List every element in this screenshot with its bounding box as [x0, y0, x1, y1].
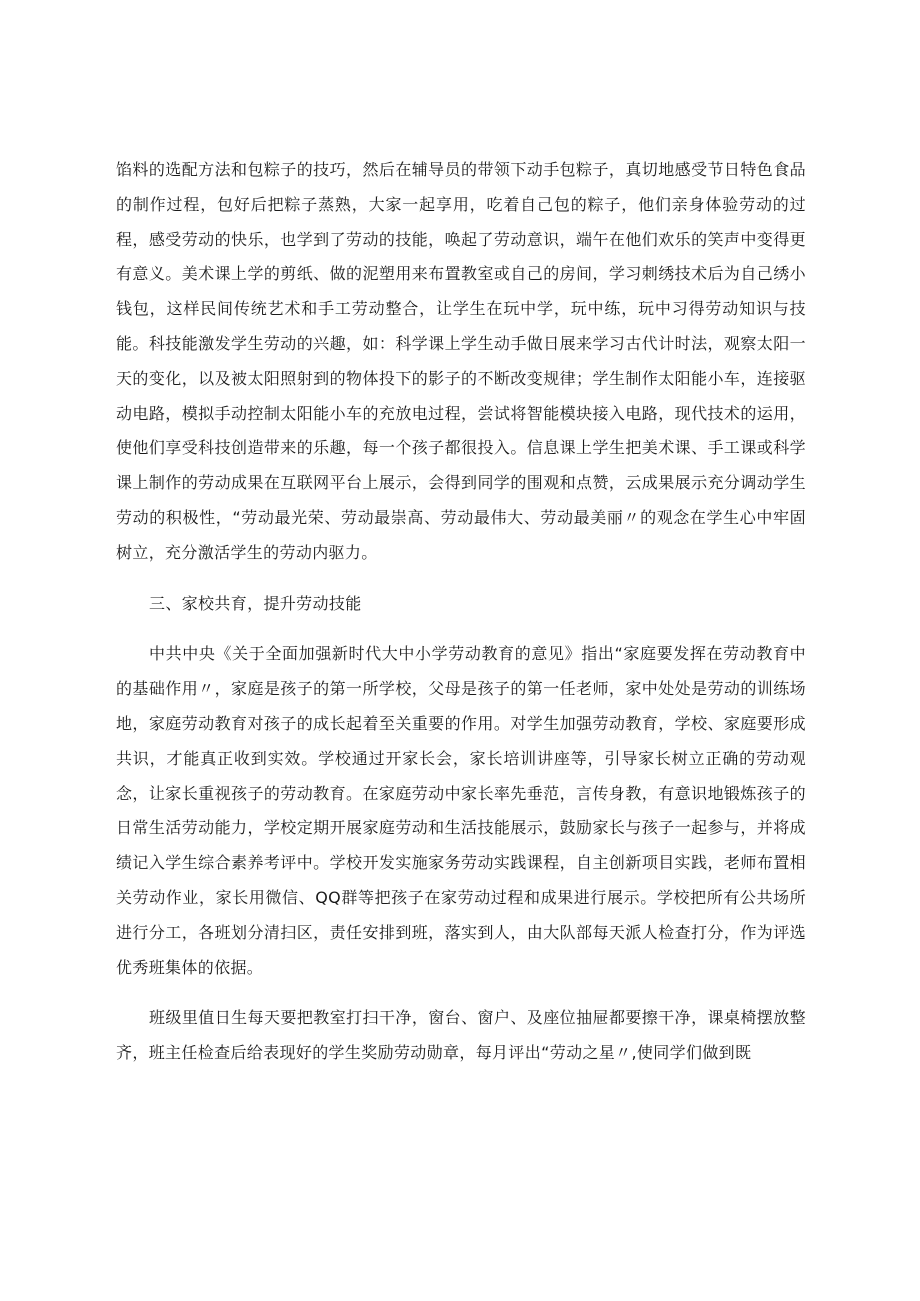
- body-paragraph-1: 馅料的选配方法和包粽子的技巧，然后在辅导员的带领下动手包粽子，真切地感受节日特色食品的制作过程，包好后把粽子蒸熟，大家一起享用，吃着自己包的粽子，他们亲身体验劳动的过程，感受劳动的快乐，也学到了劳动的技能，唤起了劳动意识，端午在他们欢乐的笑声中变得更有意义。美术课上学的剪纸、做的泥塑用来布置教室或自己的房间，学习刺绣技术后为自己绣小钱包，这样民间传统艺术和手工劳动整合，让学生在玩中学，玩中练，玩中习得劳动知识与技能。科技能激发学生劳动的兴趣，如：科学课上学生动手做日展来学习古代计时法，观察太阳一天的变化，以及被太阳照射到的物体投下的影子的不断改变规律；学生制作太阳能小车，连接驱动电路，模拟手动控制太阳能小车的充放电过程，尝试将智能模块接入电路，现代技术的运用，使他们享受科技创造带来的乐趣，每一个孩子都很投入。信息课上学生把美术课、手工课或科学课上制作的劳动成果在互联网平台上展示，会得到同学的围观和点赞，云成果展示充分调动学生劳动的积极性，“劳动最光荣、劳动最崇高、劳动最伟大、劳动最美丽〃的观念在学生心中牢固树立，充分激活学生的劳动内驱力。: [116, 160, 806, 562]
- body-paragraph-3: 班级里值日生每天要把教室打扫干净，窗台、窗户、及座位抽屉都要擦干净，课桌椅摆放整齐，班主任检查后给表现好的学生奖励劳动勋章，每月评出“劳动之星〃,使同学们做到既: [116, 1008, 806, 1063]
- section-heading-3: 三、家校共育，提升劳动技能: [149, 593, 362, 613]
- document-body: [116, 153, 806, 1071]
- body-paragraph-2: 中共中央《关于全面加强新时代大中小学劳动教育的意见》指出“家庭要发挥在劳动教育中的基础作用〃，家庭是孩子的第一所学校，父母是孩子的第一任老师，家中处处是劳动的训练场地，家庭劳动教育对孩子的成长起着至关重要的作用。对学生加强劳动教育，学校、家庭要形成共识，才能真正收到实效。学校通过开家长会，家长培训讲座等，引导家长树立正确的劳动观念，让家长重视孩子的劳动教育。在家庭劳动中家长率先垂范，言传身教，有意识地锻炼孩子的日常生活劳动能力，学校定期开展家庭劳动和生活技能展示，鼓励家长与孩子一起参与，并将成绩记入学生综合素养考评中。学校开发实施家务劳动实践课程，自主创新项目实践，老师布置相关劳动作业，家长用微信、QQ群等把孩子在家劳动过程和成果进行展示。学校把所有公共场所进行分工，各班划分清扫区，责任安排到班，落实到人，由大队部每天派人检查打分，作为评选优秀班集体的依据。: [116, 644, 806, 977]
